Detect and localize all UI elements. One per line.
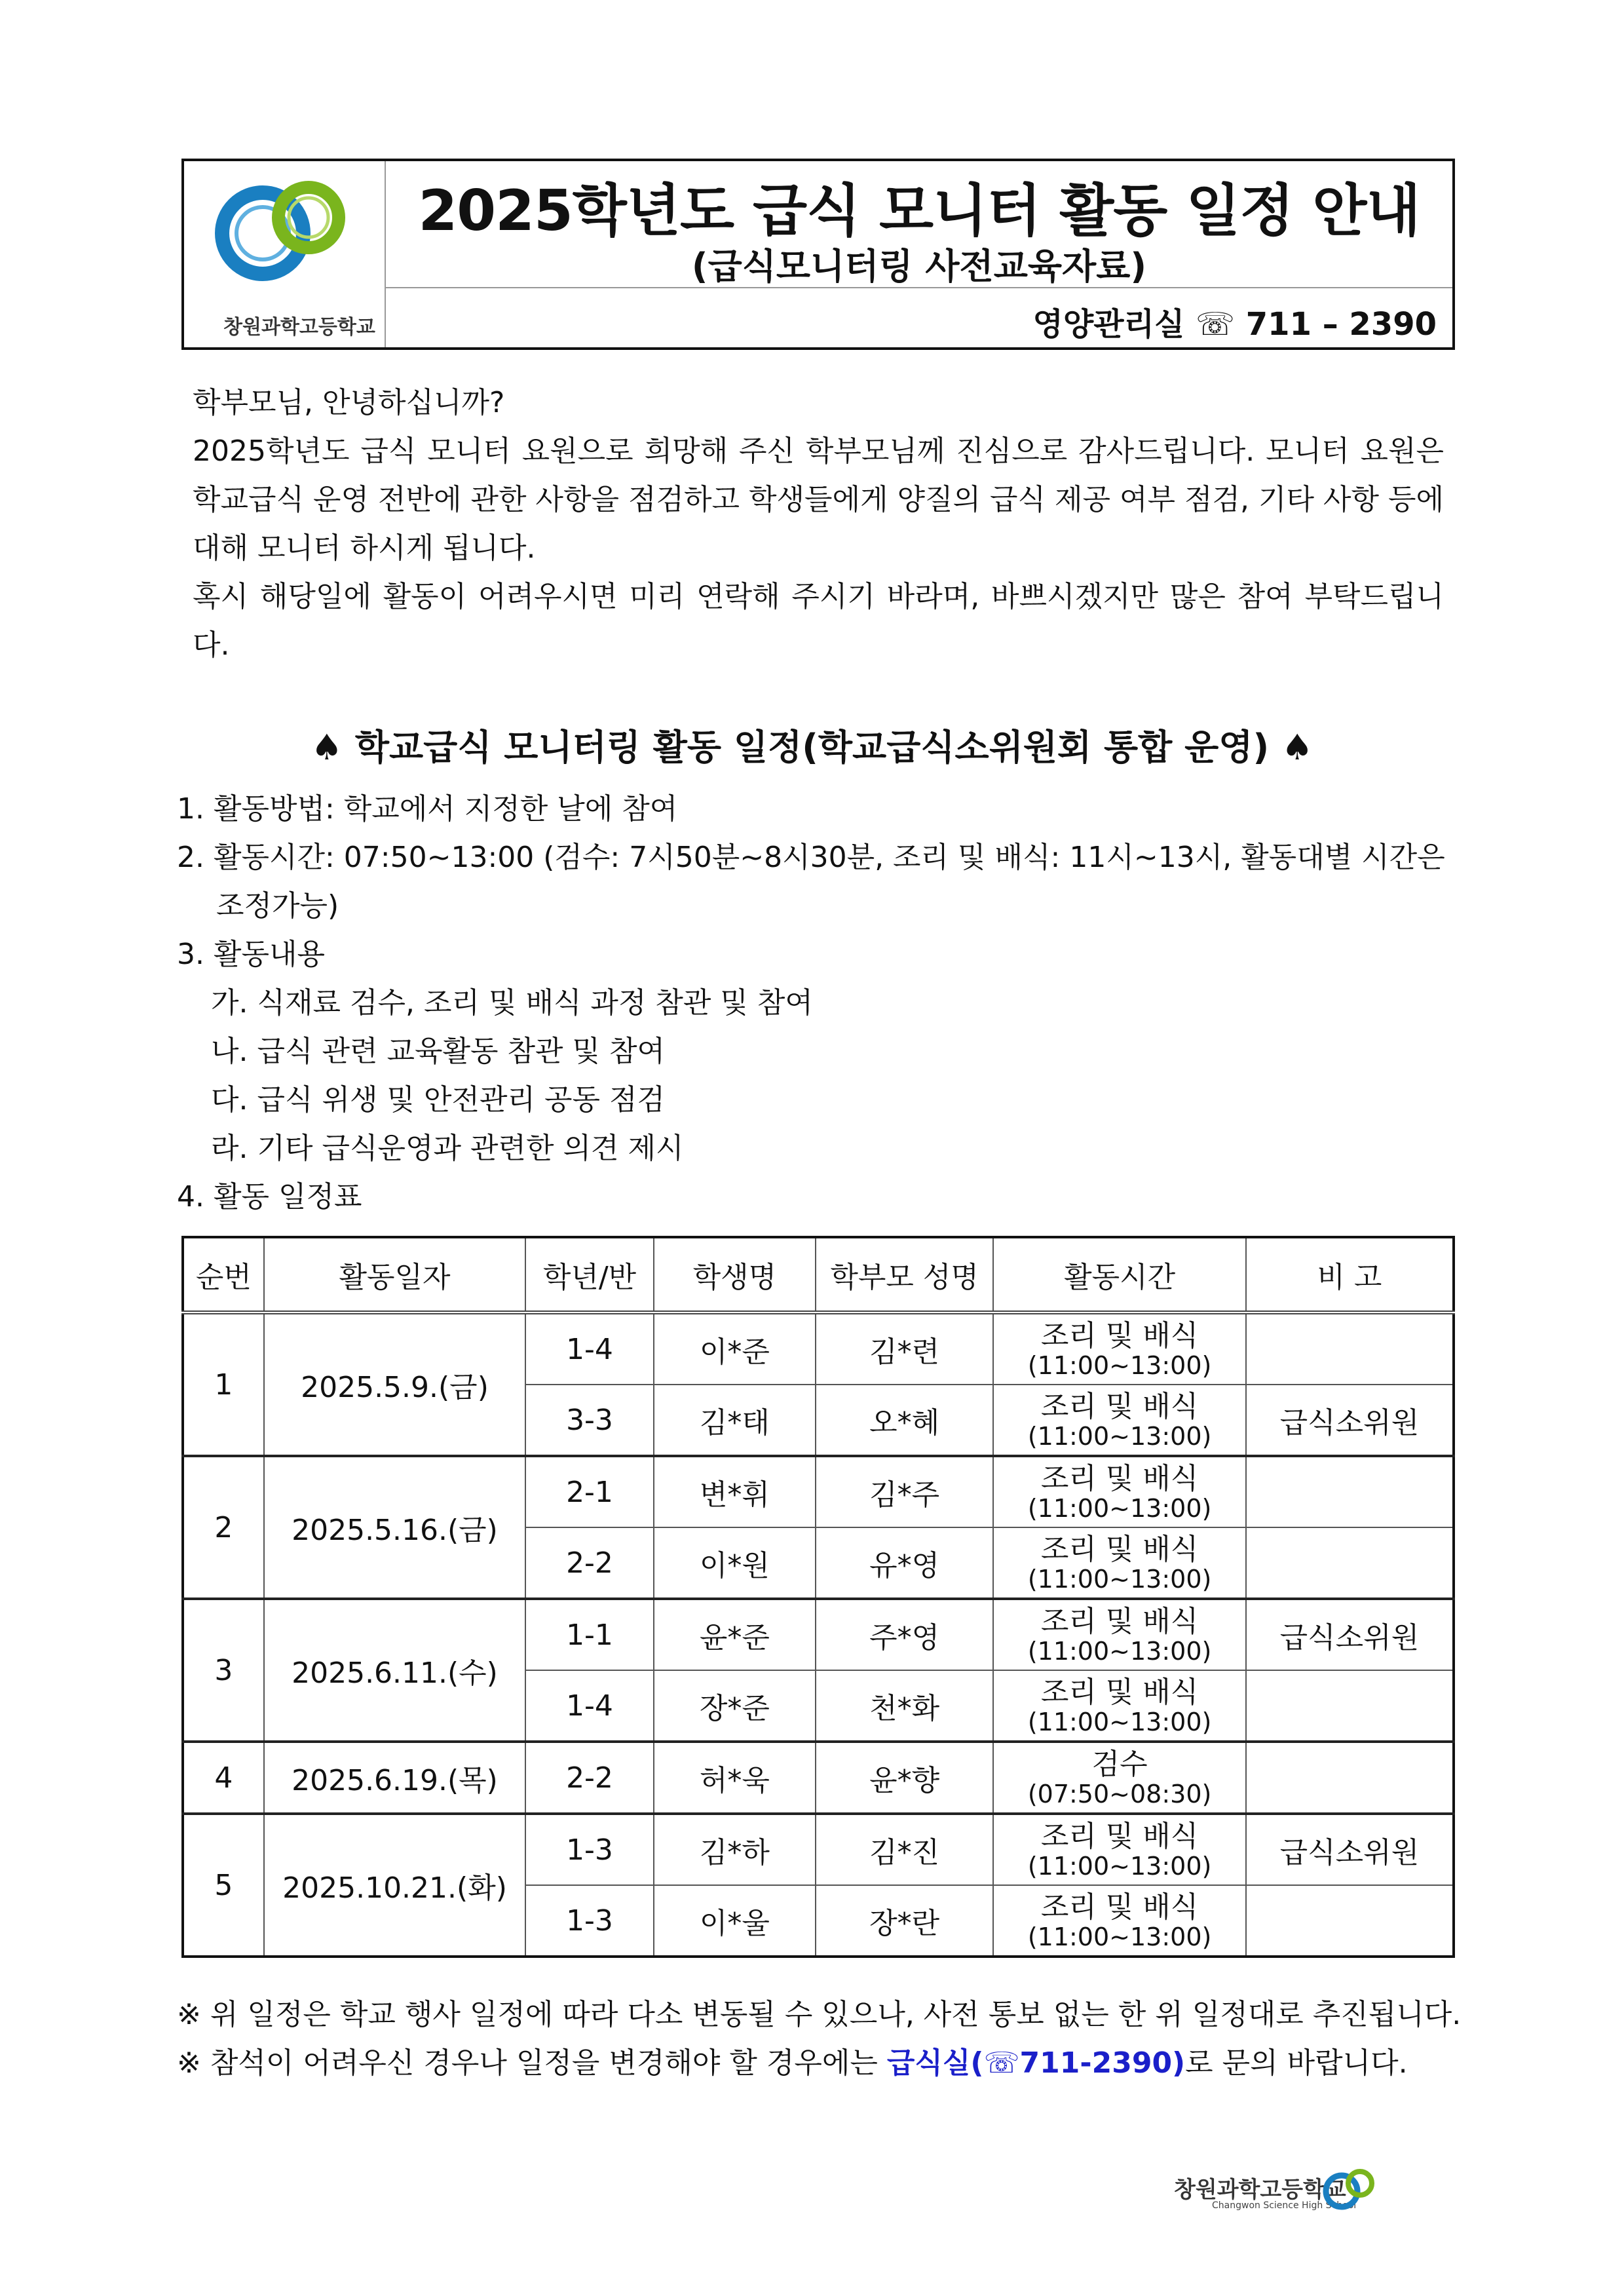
footer-school-name-en: Changwon Science High School [1212,2200,1357,2211]
list-subitem: 나. 급식 관련 교육활동 참관 및 참여 [211,1035,665,1068]
cell-note: 급식소위원 [1246,1385,1454,1456]
cell-time [993,1527,1246,1599]
column-header: 학생명 [654,1237,816,1312]
cell-time [993,1385,1246,1456]
time-main: 조리 및 배식 [1040,1319,1199,1352]
cell-time [993,1670,1246,1742]
cell-parent: 천*화 [816,1670,993,1742]
list-subitem: 라. 기타 급식운영과 관련한 의견 제시 [211,1132,684,1165]
note-2 [177,2039,1474,2088]
cell-time [993,1814,1246,1885]
cell-note [1246,1885,1454,1957]
footer-logo [1174,2162,1384,2221]
cell-date: 2025.10.21.(화) [264,1814,526,1957]
list-item: 3. 활동내용 [177,938,325,971]
time-main: 조리 및 배식 [1040,1890,1199,1924]
list-item: 조정가능) [216,889,339,923]
cell-class: 3-3 [525,1385,654,1456]
footer-school-name: 창원과학고등학교 [1174,2177,1346,2203]
cell-class: 1-4 [525,1670,654,1742]
time-main: 조리 및 배식 [1040,1605,1199,1638]
footer-logo-icon [1317,2162,1382,2215]
column-header: 활동시간 [993,1237,1246,1312]
cell-student: 이*울 [654,1885,816,1957]
cell-date: 2025.5.16.(금) [264,1456,526,1599]
column-header: 활동일자 [264,1237,526,1312]
cell-time [993,1312,1246,1385]
table-row [183,1599,1454,1670]
page-title: 2025학년도 급식 모니터 활동 일정 안내 [418,178,1420,244]
cell-time [993,1456,1246,1527]
cell-class: 2-1 [525,1456,654,1527]
cell-parent: 윤*향 [816,1742,993,1814]
time-main: 조리 및 배식 [1040,1533,1199,1566]
cell-note [1246,1670,1454,1742]
cell-note [1246,1456,1454,1527]
cell-note [1246,1742,1454,1814]
greeting: 학부모님, 안녕하십니까? [193,386,505,419]
cell-student: 윤*준 [654,1599,816,1670]
time-sub: (11:00~13:00) [1027,1351,1212,1380]
cell-no: 5 [183,1814,264,1957]
cell-class: 1-4 [525,1312,654,1385]
cell-student: 허*욱 [654,1742,816,1814]
section-heading: ♠ 학교급식 모니터링 활동 일정(학교급식소위원회 통합 운영) ♠ [311,727,1313,768]
column-header: 비 고 [1246,1237,1454,1312]
time-main: 조리 및 배식 [1040,1462,1199,1495]
cell-student: 김*태 [654,1385,816,1456]
list-item: 4. 활동 일정표 [177,1180,362,1214]
header-box [181,159,1455,350]
contact-info: 영양관리실 ☏ 711 – 2390 [1032,306,1437,343]
table-row [183,1814,1454,1885]
list-item: 2. 활동시간: 07:50~13:00 (검수: 7시50분~8시30분, 조리 및 배식: 11시~13시, 활동대별 시간은 [177,841,1445,874]
cell-date: 2025.5.9.(금) [264,1312,526,1456]
list-subitem: 가. 식재료 검수, 조리 및 배식 과정 참관 및 참여 [211,986,813,1020]
cell-date: 2025.6.11.(수) [264,1599,526,1742]
intro-paragraph-1: 2025학년도 급식 모니터 요원으로 희망해 주신 학부모님께 진심으로 감사드립니다. 모니터 요원은 학교급식 운영 전반에 관한 사항을 점검하고 학생들에게 양질의 급식 제공 여부 점검, 기타 사항 등에 대해 모니터 하시게 됩니다. [193,434,1444,565]
list-subitem: 다. 급식 위생 및 안전관리 공동 점검 [211,1083,665,1117]
logo-school-name: 창원과학고등학교 [223,316,375,339]
cell-class: 1-3 [525,1814,654,1885]
cell-no: 4 [183,1742,264,1814]
column-header: 학년/반 [525,1237,654,1312]
cell-class: 2-2 [525,1742,654,1814]
cell-no: 1 [183,1312,264,1456]
cell-student: 변*휘 [654,1456,816,1527]
time-main: 검수 [1091,1748,1148,1781]
cell-parent: 유*영 [816,1527,993,1599]
table-row [183,1742,1454,1814]
cell-student: 장*준 [654,1670,816,1742]
cell-note [1246,1527,1454,1599]
activity-list [177,785,1461,1221]
notes [177,1991,1474,2088]
cell-time [993,1599,1246,1670]
time-main: 조리 및 배식 [1040,1390,1199,1423]
note-1: ※ 위 일정은 학교 행사 일정에 따라 다소 변동될 수 있으나, 사전 통보 없는 한 위 일정대로 추진됩니다. [177,1998,1462,2031]
time-sub: (11:00~13:00) [1027,1923,1212,1951]
note-2-contact: 급식실(☏711-2390) [886,2046,1186,2080]
cell-student: 김*하 [654,1814,816,1885]
cell-parent: 김*련 [816,1312,993,1385]
time-sub: (11:00~13:00) [1027,1565,1212,1594]
time-sub: (11:00~13:00) [1027,1637,1212,1666]
time-main: 조리 및 배식 [1040,1675,1199,1709]
logo-cell [184,161,386,347]
time-sub: (11:00~13:00) [1027,1422,1212,1451]
cell-time [993,1742,1246,1814]
schedule-table [181,1236,1455,1958]
cell-no: 2 [183,1456,264,1599]
note-2-text: ※ 참석이 어려우신 경우나 일정을 변경해야 할 경우에는 [177,2046,887,2080]
note-2-text-end: 로 문의 바랍니다. [1185,2046,1408,2080]
table-row [183,1456,1454,1527]
page-subtitle: (급식모니터링 사전교육자료) [691,246,1147,287]
cell-note: 급식소위원 [1246,1599,1454,1670]
list-item: 1. 활동방법: 학교에서 지정한 날에 참여 [177,792,678,826]
cell-parent: 주*영 [816,1599,993,1670]
cell-student: 이*준 [654,1312,816,1385]
cell-parent: 김*진 [816,1814,993,1885]
cell-date: 2025.6.19.(목) [264,1742,526,1814]
cell-time [993,1885,1246,1957]
intro-text [193,379,1444,670]
column-header: 순번 [183,1237,264,1312]
column-header: 학부모 성명 [816,1237,993,1312]
title-cell [386,161,1452,347]
time-sub: (07:50~08:30) [1027,1780,1212,1808]
time-sub: (11:00~13:00) [1027,1852,1212,1881]
cell-class: 1-1 [525,1599,654,1670]
cell-no: 3 [183,1599,264,1742]
table-header-row [183,1237,1454,1312]
table-row [183,1312,1454,1385]
cell-note: 급식소위원 [1246,1814,1454,1885]
time-sub: (11:00~13:00) [1027,1494,1212,1523]
time-main: 조리 및 배식 [1040,1820,1199,1853]
cell-parent: 장*란 [816,1885,993,1957]
intro-paragraph-2: 혹시 해당일에 활동이 어려우시면 미리 연락해 주시기 바라며, 바쁘시겠지만 많은 참여 부탁드립니다. [193,580,1444,662]
cell-student: 이*원 [654,1527,816,1599]
time-sub: (11:00~13:00) [1027,1708,1212,1736]
cell-parent: 오*혜 [816,1385,993,1456]
cell-parent: 김*주 [816,1456,993,1527]
cell-note [1246,1312,1454,1385]
cell-class: 1-3 [525,1885,654,1957]
cell-class: 2-2 [525,1527,654,1599]
header-divider [386,287,1452,288]
